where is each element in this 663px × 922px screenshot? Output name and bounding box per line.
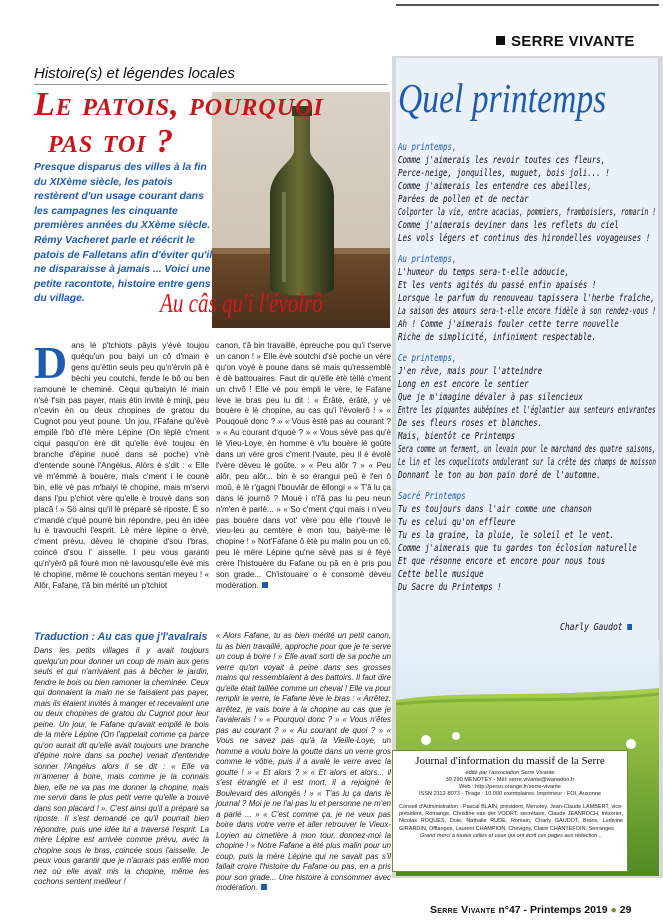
poem-line: Perce-neige, jonquilles, muguet, bois joli... ! <box>398 168 610 179</box>
title-line-2: pas toi ? <box>48 123 175 160</box>
patois-text-1: ans lè p'tchiots pâyis y'évè toujou quéqu'un pou baiyi un cô d'main è gens qu'èttin seuls peu qu'n'èrvin pâ è bèchi yeu coutchi, fende le bô ou ben ramounè le cheminè. Cèqui qu'baiyin lè main n'sè f'sin pas payer, mais ètin invitè è minji, peu n'cevin èn ou deux chopines de gratou du Cugnot pou yeut poune. Un jou, l'Fafane qu'évè empilè l'bô d'lè mère Lépine (On lèplè c'ment ciqui pasqu'on èrè dit qu'elle èvè toujou èn branche d'épine nuoè dans sè poche) v'nè d'entende sounè l'Angèlus. Alörs è s'dit : « Elle vè m'émmè à bouère, mais c'ment i le counè bin, elle vè pas m'baiyi lè chopine, mais m'servi dans l'pu p'chiot vère qu'elle è trouvè dans son placâ ! » Sö ainsi qu'il lè préparè sè riposte. È so c'mandè c'qué pourrè bin répondre, peu èn idée lu è travouchi l'esprit. Lè mère lèpine o èrvè, c'ment prèvu, dèveu lè chopine d'sou l'bras, coincè d'sou l' aisselle. I peu vous garanti qu'n'yèrô pâ fourè mon nè lavousqu'elle èvè mis lè chopine, même lè couchons sentan meyeu ! « Alôr, Fafane, t'â bin mérité un p'tchiot <box>34 341 209 590</box>
poem-line: Au printemps, <box>398 142 457 153</box>
poem-line: Du Sacre du Printemps ! <box>398 582 502 593</box>
translation-heading: Traduction : Au cas que j'l'avalrais <box>34 631 208 643</box>
poem-line: Cette belle musique <box>398 569 484 580</box>
translation-column-2 <box>216 631 391 894</box>
poem-body <box>398 141 656 602</box>
footer-issue: n°47 - Printemps 2019 <box>498 904 608 916</box>
poem-line: Tu es toujours dans l'air comme une chanson <box>398 504 592 515</box>
poem-line: Tu es celui qu'on effleure <box>398 517 516 528</box>
poem-line: Comme j'aimerais les revoir toutes ces fleurs, <box>398 155 606 166</box>
poem-line: Comme j'aimerais que tu gardes ton éclosion naturelle <box>398 543 637 554</box>
masthead-credits <box>399 804 623 840</box>
poem-stanza <box>398 352 656 482</box>
masthead-publisher: édité par l'association Serre Vivante <box>465 770 555 776</box>
masthead-web: Web : http://perso.orange.fr/serre-vivante <box>459 784 561 790</box>
masthead-title: Journal d'information du massif de la Serre <box>415 755 605 767</box>
end-square-icon <box>262 582 268 588</box>
article-title <box>34 86 404 160</box>
poem-line: Comme j'aimerais les entendre ces abeilles, <box>398 181 592 192</box>
poem-line: Et que résonne encore et encore pour nous tous <box>398 556 606 567</box>
poem-line: Ce printemps, <box>398 353 457 364</box>
photo-caption: Au câs qu'i l'évolrô <box>160 288 323 318</box>
footer-publication: Serre Vivante <box>430 904 496 916</box>
footer-bullet-icon: ● <box>610 904 617 916</box>
poem-line: Sera comme un ferment, un levain pour le marchand des quatre saisons, <box>398 444 656 455</box>
end-square-icon <box>627 624 632 630</box>
poem-line: Colporter la vie, entre acacias, pommiers, framboisiers, romarin ! <box>398 207 657 218</box>
title-line-1: Le patois, pourquoi <box>34 86 324 123</box>
patois-column-1 <box>34 337 209 592</box>
poem-line: Lorsque le parfum du renouveau tapissera l'herbe fraîche, <box>398 293 655 304</box>
masthead-box <box>392 750 628 872</box>
poem-line: Les vols légers et continus des hirondelles voyageuses ! <box>398 233 651 244</box>
poem-line: De ses fleurs roses et blanches. <box>398 418 543 429</box>
poem-line: Et les vents agités du passé enfin apaisés ! <box>398 280 597 291</box>
poem-line: Donnant le ton au bon pain doré de l'automne. <box>398 470 601 481</box>
translation-text-2: « Alors Fafane, tu as bien mérité un petit canon, tu as bien travaillé, approche pour que je te serve un coup à boire ! » Elle avait sorti de sa poche un verre qu'on voyait à peine dans ses grosses mains qui ressemblaient à des battoirs. Il faut dire qu'elle était taillée comme un cheval ! Elle va pour remplir le verre, le Fafane lève le bras : « Arrêtez, arrêtez, je vais boire à la chopine au cas que je l'avalerais ! » « Pourquoi donc ? » « Vous n'êtes pas au courant ? » « Au courant de quoi ? » « Vous ne savez pas qu'à la Vieille-Loye, un homme a voulu boire la goutte dans un verre gros comme le vôtre, puis il a avalé le verre avec la goutte ! » « Et alors ? » « Et alors et alors... il s'est étranglé et il est mort, il a rejoigné le Boulevard des allongés ! » « T'as lu ça dans le journal ? Moi je ne l'ai pas lu et personne ne m'en a parlé ... » « C'est comme ça, je ne veux pas boire dans votre verre et aller retrouver le Vieux-Loyien au cimetière à mon tour, donnez-moi la chopine ! » Notre Fafane a été plus malin pour un coup, puis la mère Lépine qui ne savait pas s'il fallait croire l'histoire du Fafane ou pas, en a pris pour son grade... Une histoire à consommer avec modération. <box>216 631 391 892</box>
poem-line: Parées de pollen et de nectar <box>398 194 529 205</box>
poem-line: Entre les piquantes aubépines et l'églantier aux senteurs enivrantes <box>398 405 656 416</box>
poem-line: Le lin et les coquelicots ondulerant sur la crête des champs de moisson <box>398 457 656 468</box>
masthead-thanks: Grand merci à toutes celles et ceux qui ont écrit ces pages aux rédaction... <box>420 832 602 839</box>
poem-stanza <box>398 141 656 245</box>
drop-cap: D <box>34 337 68 388</box>
poem-line: Riche de simplicité, infiniment respectable. <box>398 332 597 343</box>
patois-column-2 <box>216 341 391 592</box>
masthead-contact <box>393 777 627 798</box>
poem-signature-text: Charly Gaudot <box>560 622 623 633</box>
poem-line: J'en rêve, mais pour l'atteindre <box>398 366 543 377</box>
page-footer <box>430 904 631 916</box>
section-square-icon <box>496 36 505 45</box>
poem-line: Mais, bientôt ce Printemps <box>398 431 516 442</box>
translation-column-1 <box>34 646 209 888</box>
article-kicker: Histoire(s) et légendes locales <box>34 65 235 82</box>
poem-line: Tu es la graine, la pluie, le soleil et le vent. <box>398 530 615 541</box>
section-header <box>496 33 635 50</box>
poem-line: L'humeur du temps sera-t-elle adoucie, <box>398 267 570 278</box>
poem-signature <box>560 622 632 633</box>
section-name: SERRE VIVANTE <box>511 33 635 50</box>
poem-stanza <box>398 490 656 594</box>
poem-line: La saison des amours sera-t-elle encore fidèle à son rendez-vous ! <box>398 306 657 317</box>
end-square-icon <box>261 884 267 890</box>
poem-line: Comme j'aimerais deviner dans les reflets du ciel <box>398 220 619 231</box>
poem-title: Quel printemps <box>398 75 607 121</box>
poem-line: Long en est encore le sentier <box>398 379 529 390</box>
footer-page-number: 29 <box>619 904 632 916</box>
masthead-issn: ISSN 2112-8073 - Tirage : 10.000 exemplaires. Imprimeur : FOI, Auxonne <box>418 791 602 797</box>
article-lede: Presque disparus des villes à la fin du XIXème siècle, les patois restèrent d'un usage courant dans les campagnes les cinquante premières années du XXème siècle. Rémy Vacheret parle et réécrit le patois de Falletans afin d'éviter qu'il ne disparaisse à jamais ... Voici une petite racontote, histoire entre gens du village. <box>34 162 213 305</box>
poem-line: Sacré Printemps <box>398 491 466 502</box>
masthead-address: 39 290 MENOTEY - Mél: serre.vivante@wanadoo.fr <box>445 777 575 783</box>
patois-text-2: canon, t'â bin travaillè, èpreuche pou qu'i t'serve un canon ! » Elle èvè soutchi d'sè poche un vère qu'on voyè è poune dans sè mais qu'ressemblè è dè battouaires. Faut dir qu'èlle ètè tèllè c'ment un chvô ! Elle vè pou empli le vère, le Fafane leve le bras peu lu dit : « Èrâtè, èrâtè, y vè bouère è lè chopine, au cas qu'i l'évolerô ! » « Pouqouè donc ? » « Vous èstè pas au courant ? » « Au courant d'quoè ? » « Vous sèvè pas qu'è lè Vieu-Loye, èn homme è v'lu bouère lè goûte dans un vère gros c'ment l'vaute, peu il è évolè l'vère dèveu lè goûte. » « Peu alôr ? » « Peu alôr, peu alôr... bin è so èrangui peû è l'en ô moû, è lè r'gagni l'bouvlâr de êllongi » « T'â lu ça dans lè journô ? Moué i n'l'â pas lu peu neun n'm'en è parlè... » « So c'ment ç'qui mais i n'veu pas bouère dans vot' vère pou èlle r'touvè le vieu-leu au cemtère è mon tou, baiyè-me lè chopine ! » Not'Fafane ô ètè pu malin pou un cô, peu lè mère Lépine qu'ne sèvè pas si è fèyè crère l'histouère du Fafane ou pâ en è pris pou son grade... Ch'istouaire o è consomè dèveu modèration. <box>216 341 391 590</box>
poem-line: Que je m'imagine dévaler à pas silencieux <box>398 392 583 403</box>
poem-line: Au printemps, <box>398 254 457 265</box>
kicker-divider <box>34 84 388 85</box>
poem-stanza <box>398 253 656 344</box>
masthead-board: Conseil d'Administration : Pascal BLAIN, président, Menotey, Jean-Claude LAMBERT, vice-président, Romange, Christine van der VOORT, secrétaire, Claude JEANROCH, trésorier, Nicolas ROQUES, Dole, Nathalie RUDE, Romain, Charly GAUDOT, Brans, Ludivine GIRARDIN, Offlanges, Laurent CHAMPION, Chevigny, Claire CHANTEFOIN, Serranges <box>399 804 623 832</box>
header-rule <box>396 4 659 30</box>
translation-text-1: Dans les petits villages il y avait toujours quelqu'un pour donner un coup de main aux gens seuls et qui n'arrivaient pas à bêcher le jardin, fendre le bois ou bien ramoner la cheminée. Ceux qui donnaient la main ne se faisaient pas payer, mais ils étaient invités à manger et recevaient une ou deux chopines de gratou du Cugnot pour leur peine. Un jour, le Fafane qu'avait empilé le bois de la mère Lépine (On l'appelait comme ça parce qu'on aurait dit qu'elle avait toujours une branche d'épine noire dans sa poche) venait d'entendre sonner l'Angélus alors il se dit : « Elle va m'amener à boire, mais comme je la connais bien, elle ne va pas me donner la chopine, mais me servir dans le plus petit verre qu'elle a trouvé dans son placard ! ». C'est ainsi qu'il a préparé sa riposte. Il s'est demandé ce qu'il pourrait bien répondre, puis une idée lui a traversé l'esprit. La mère Lépine est arrivée comme prévu, avec la chopine sous le bras, coincée sous l'aisselle. Je peux vous garantir que je n'aurais pas enfilé mon nez où elle avait mis la chopine, même les cochons sentent meilleur ! <box>34 646 210 886</box>
poem-line: Ah ! Comme j'aimerais fouler cette terre nouvelle <box>398 319 619 330</box>
